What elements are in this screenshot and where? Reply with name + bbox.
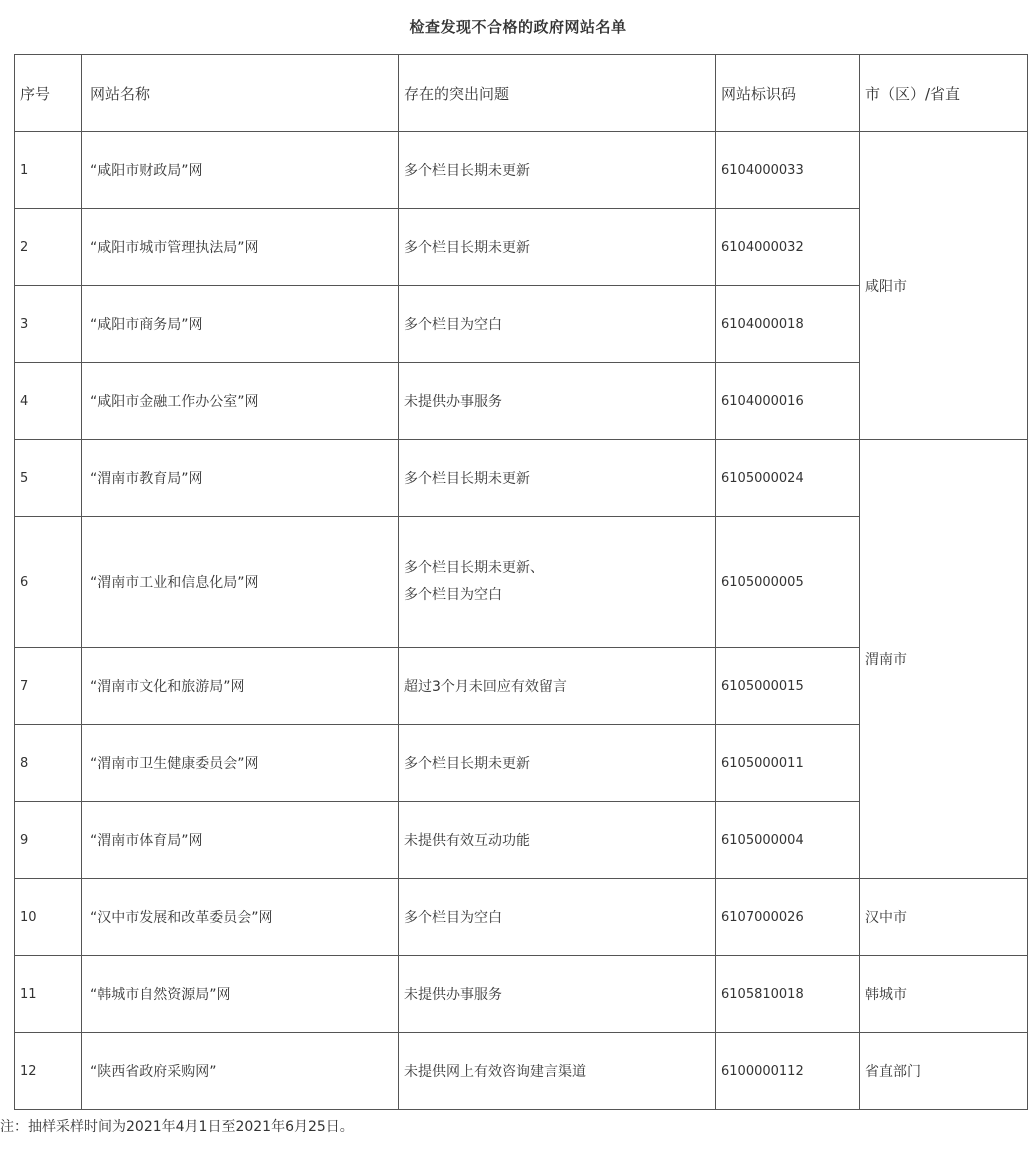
row-problem: 多个栏目为空白 [399, 879, 716, 956]
header-problem: 存在的突出问题 [399, 55, 716, 132]
row-problem: 未提供办事服务 [399, 956, 716, 1033]
row-index: 1 [15, 132, 82, 209]
row-problem [399, 517, 716, 648]
row-index: 10 [15, 879, 82, 956]
row-problem: 多个栏目长期未更新 [399, 132, 716, 209]
row-problem: 多个栏目长期未更新 [399, 725, 716, 802]
row-problem: 多个栏目长期未更新 [399, 209, 716, 286]
row-site-name: “咸阳市商务局”网 [82, 286, 399, 363]
row-site-code: 6105000015 [716, 648, 860, 725]
page-title: 检查发现不合格的政府网站名单 [409, 18, 627, 36]
region-cell-hanzhong: 汉中市 [860, 879, 1028, 956]
row-index: 7 [15, 648, 82, 725]
table-row [15, 1033, 1028, 1110]
table-row [15, 132, 1028, 209]
row-problem: 多个栏目为空白 [399, 286, 716, 363]
table-row [15, 956, 1028, 1033]
table-row [15, 440, 1028, 517]
header-code: 网站标识码 [716, 55, 860, 132]
row-site-code: 6105000004 [716, 802, 860, 879]
row-site-code: 6105810018 [716, 956, 860, 1033]
row-site-code: 6104000033 [716, 132, 860, 209]
row-index: 2 [15, 209, 82, 286]
row-site-name: “渭南市体育局”网 [82, 802, 399, 879]
row-site-code: 6100000112 [716, 1033, 860, 1110]
header-index: 序号 [15, 55, 82, 132]
row-problem: 未提供办事服务 [399, 363, 716, 440]
table-header-row [15, 55, 1028, 132]
table-row [15, 879, 1028, 956]
row-problem: 多个栏目长期未更新 [399, 440, 716, 517]
header-region: 市（区）/省直 [860, 55, 1028, 132]
row-site-name: “汉中市发展和改革委员会”网 [82, 879, 399, 956]
row-site-code: 6104000016 [716, 363, 860, 440]
row-problem-line-1: 多个栏目长期未更新、 [404, 560, 544, 576]
row-index: 12 [15, 1033, 82, 1110]
row-site-name: “渭南市工业和信息化局”网 [82, 517, 399, 648]
region-cell-provincial: 省直部门 [860, 1033, 1028, 1110]
row-index: 4 [15, 363, 82, 440]
row-problem-line-2: 多个栏目为空白 [404, 587, 502, 603]
row-problem: 未提供网上有效咨询建言渠道 [399, 1033, 716, 1110]
header-name: 网站名称 [82, 55, 399, 132]
row-index: 11 [15, 956, 82, 1033]
region-cell-xianyang: 咸阳市 [860, 132, 1028, 440]
row-index: 3 [15, 286, 82, 363]
row-problem: 超过3个月未回应有效留言 [399, 648, 716, 725]
row-site-name: “咸阳市财政局”网 [82, 132, 399, 209]
row-site-name: “咸阳市金融工作办公室”网 [82, 363, 399, 440]
row-site-code: 6104000018 [716, 286, 860, 363]
row-site-name: “陕西省政府采购网” [82, 1033, 399, 1110]
row-site-name: “渭南市卫生健康委员会”网 [82, 725, 399, 802]
row-problem: 未提供有效互动功能 [399, 802, 716, 879]
row-site-code: 6105000024 [716, 440, 860, 517]
footnote: 注：抽样采样时间为2021年4月1日至2021年6月25日。 [0, 1119, 354, 1135]
row-index: 9 [15, 802, 82, 879]
row-site-code: 6105000005 [716, 517, 860, 648]
website-list-table [14, 54, 1028, 1110]
row-site-code: 6104000032 [716, 209, 860, 286]
row-index: 5 [15, 440, 82, 517]
region-cell-hancheng: 韩城市 [860, 956, 1028, 1033]
row-site-name: “咸阳市城市管理执法局”网 [82, 209, 399, 286]
row-site-name: “渭南市教育局”网 [82, 440, 399, 517]
row-site-code: 6105000011 [716, 725, 860, 802]
row-site-name: “韩城市自然资源局”网 [82, 956, 399, 1033]
row-index: 6 [15, 517, 82, 648]
region-cell-weinan: 渭南市 [860, 440, 1028, 879]
row-site-name: “渭南市文化和旅游局”网 [82, 648, 399, 725]
row-site-code: 6107000026 [716, 879, 860, 956]
row-index: 8 [15, 725, 82, 802]
